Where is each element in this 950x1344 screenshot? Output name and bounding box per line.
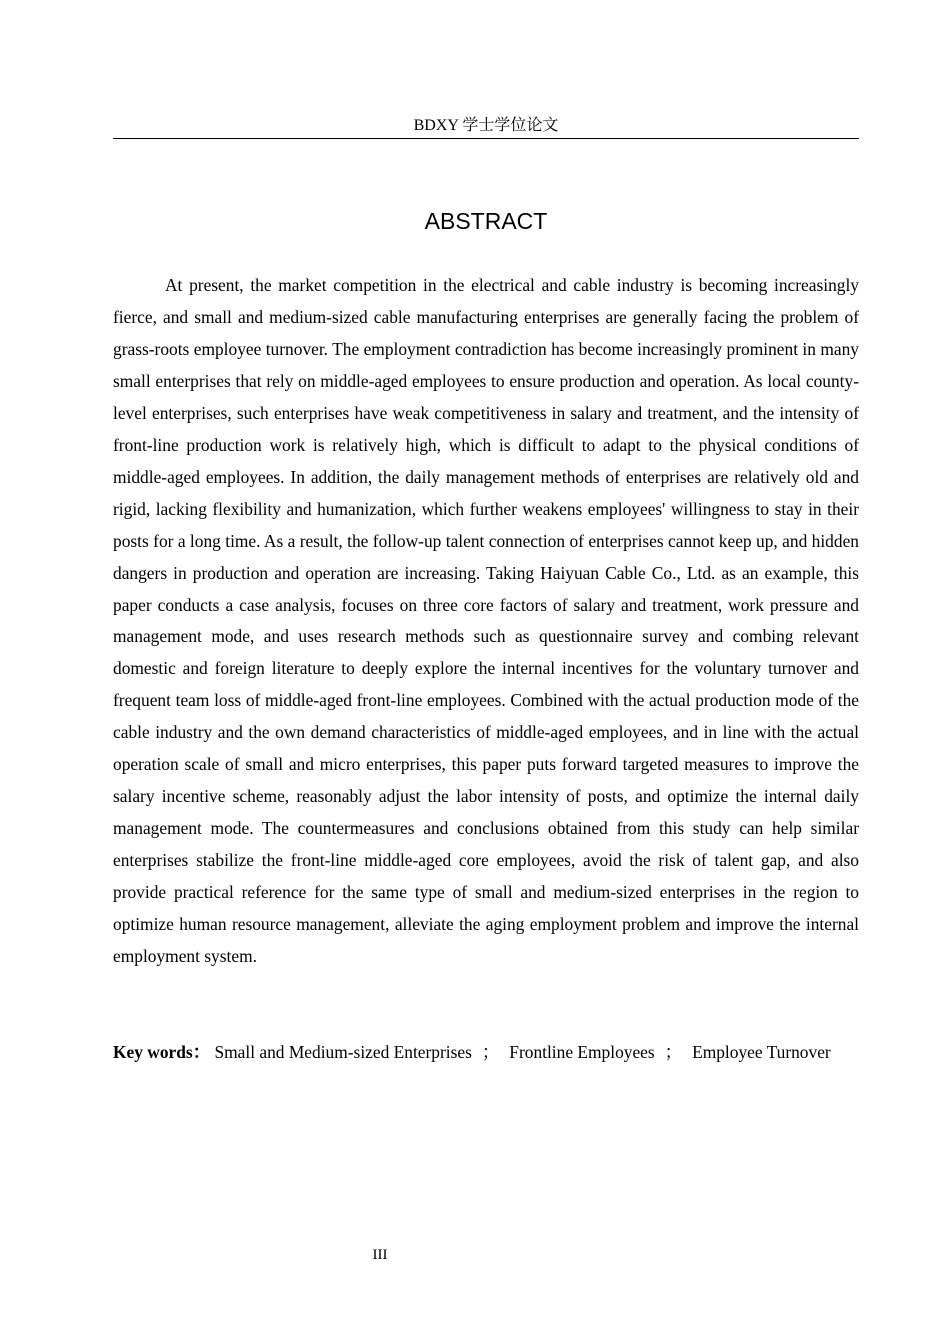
running-header: BDXY 学士学位论文 — [413, 117, 559, 134]
keyword-separator: ； — [664, 1042, 683, 1062]
keyword-item: Employee Turnover — [692, 1042, 831, 1062]
keyword-item: Frontline Employees — [509, 1042, 655, 1062]
abstract-title: ABSTRACT — [424, 208, 548, 234]
keywords-label: Key words： — [113, 1042, 211, 1062]
keyword-item: Small and Medium-sized Enterprises — [214, 1042, 472, 1062]
header-rule — [113, 138, 859, 139]
abstract-body: At present, the market competition in the electrical and cable industry is becoming increasingly fierce, and small and medium-sized cable manufacturing enterprises are generally facing the problem of grass-roots employee turnover. The employment contradiction has become increasingly prominent in many small enterprises that rely on middle-aged employees to ensure production and operation. As local county-level enterprises, such enterprises have weak competitiveness in salary and treatment, and the intensity of front-line production work is relatively high, which is difficult to adapt to the physical conditions of middle-aged employees. In addition, the daily management methods of enterprises are relatively old and rigid, lacking flexibility and humanization, which further weakens employees' willingness to stay in their posts for a long time. As a result, the follow-up talent connection of enterprises cannot keep up, and hidden dangers in production and operation are increasing. Taking Haiyuan Cable Co., Ltd. as an example, this paper conducts a case analysis, focuses on three core factors of salary and treatment, work pressure and management mode, and uses research methods such as questionnaire survey and combing relevant domestic and foreign literature to deeply explore the internal incentives for the voluntary turnover and frequent team loss of middle-aged front-line employees. Combined with the actual production mode of the cable industry and the own demand characteristics of middle-aged employees, and in line with the actual operation scale of small and micro enterprises, this paper puts forward targeted measures to improve the salary incentive scheme, reasonably adjust the labor intensity of posts, and optimize the internal daily management mode. The countermeasures and conclusions obtained from this study can help similar enterprises stabilize the front-line middle-aged core employees, avoid the risk of talent gap, and also provide practical reference for the same type of small and medium-sized enterprises in the region to optimize human resource management, alleviate the aging employment problem and improve the internal employment system. — [113, 275, 859, 967]
keywords-line — [113, 1037, 859, 1069]
keyword-separator: ； — [481, 1042, 500, 1062]
page-number: III — [372, 1247, 388, 1263]
